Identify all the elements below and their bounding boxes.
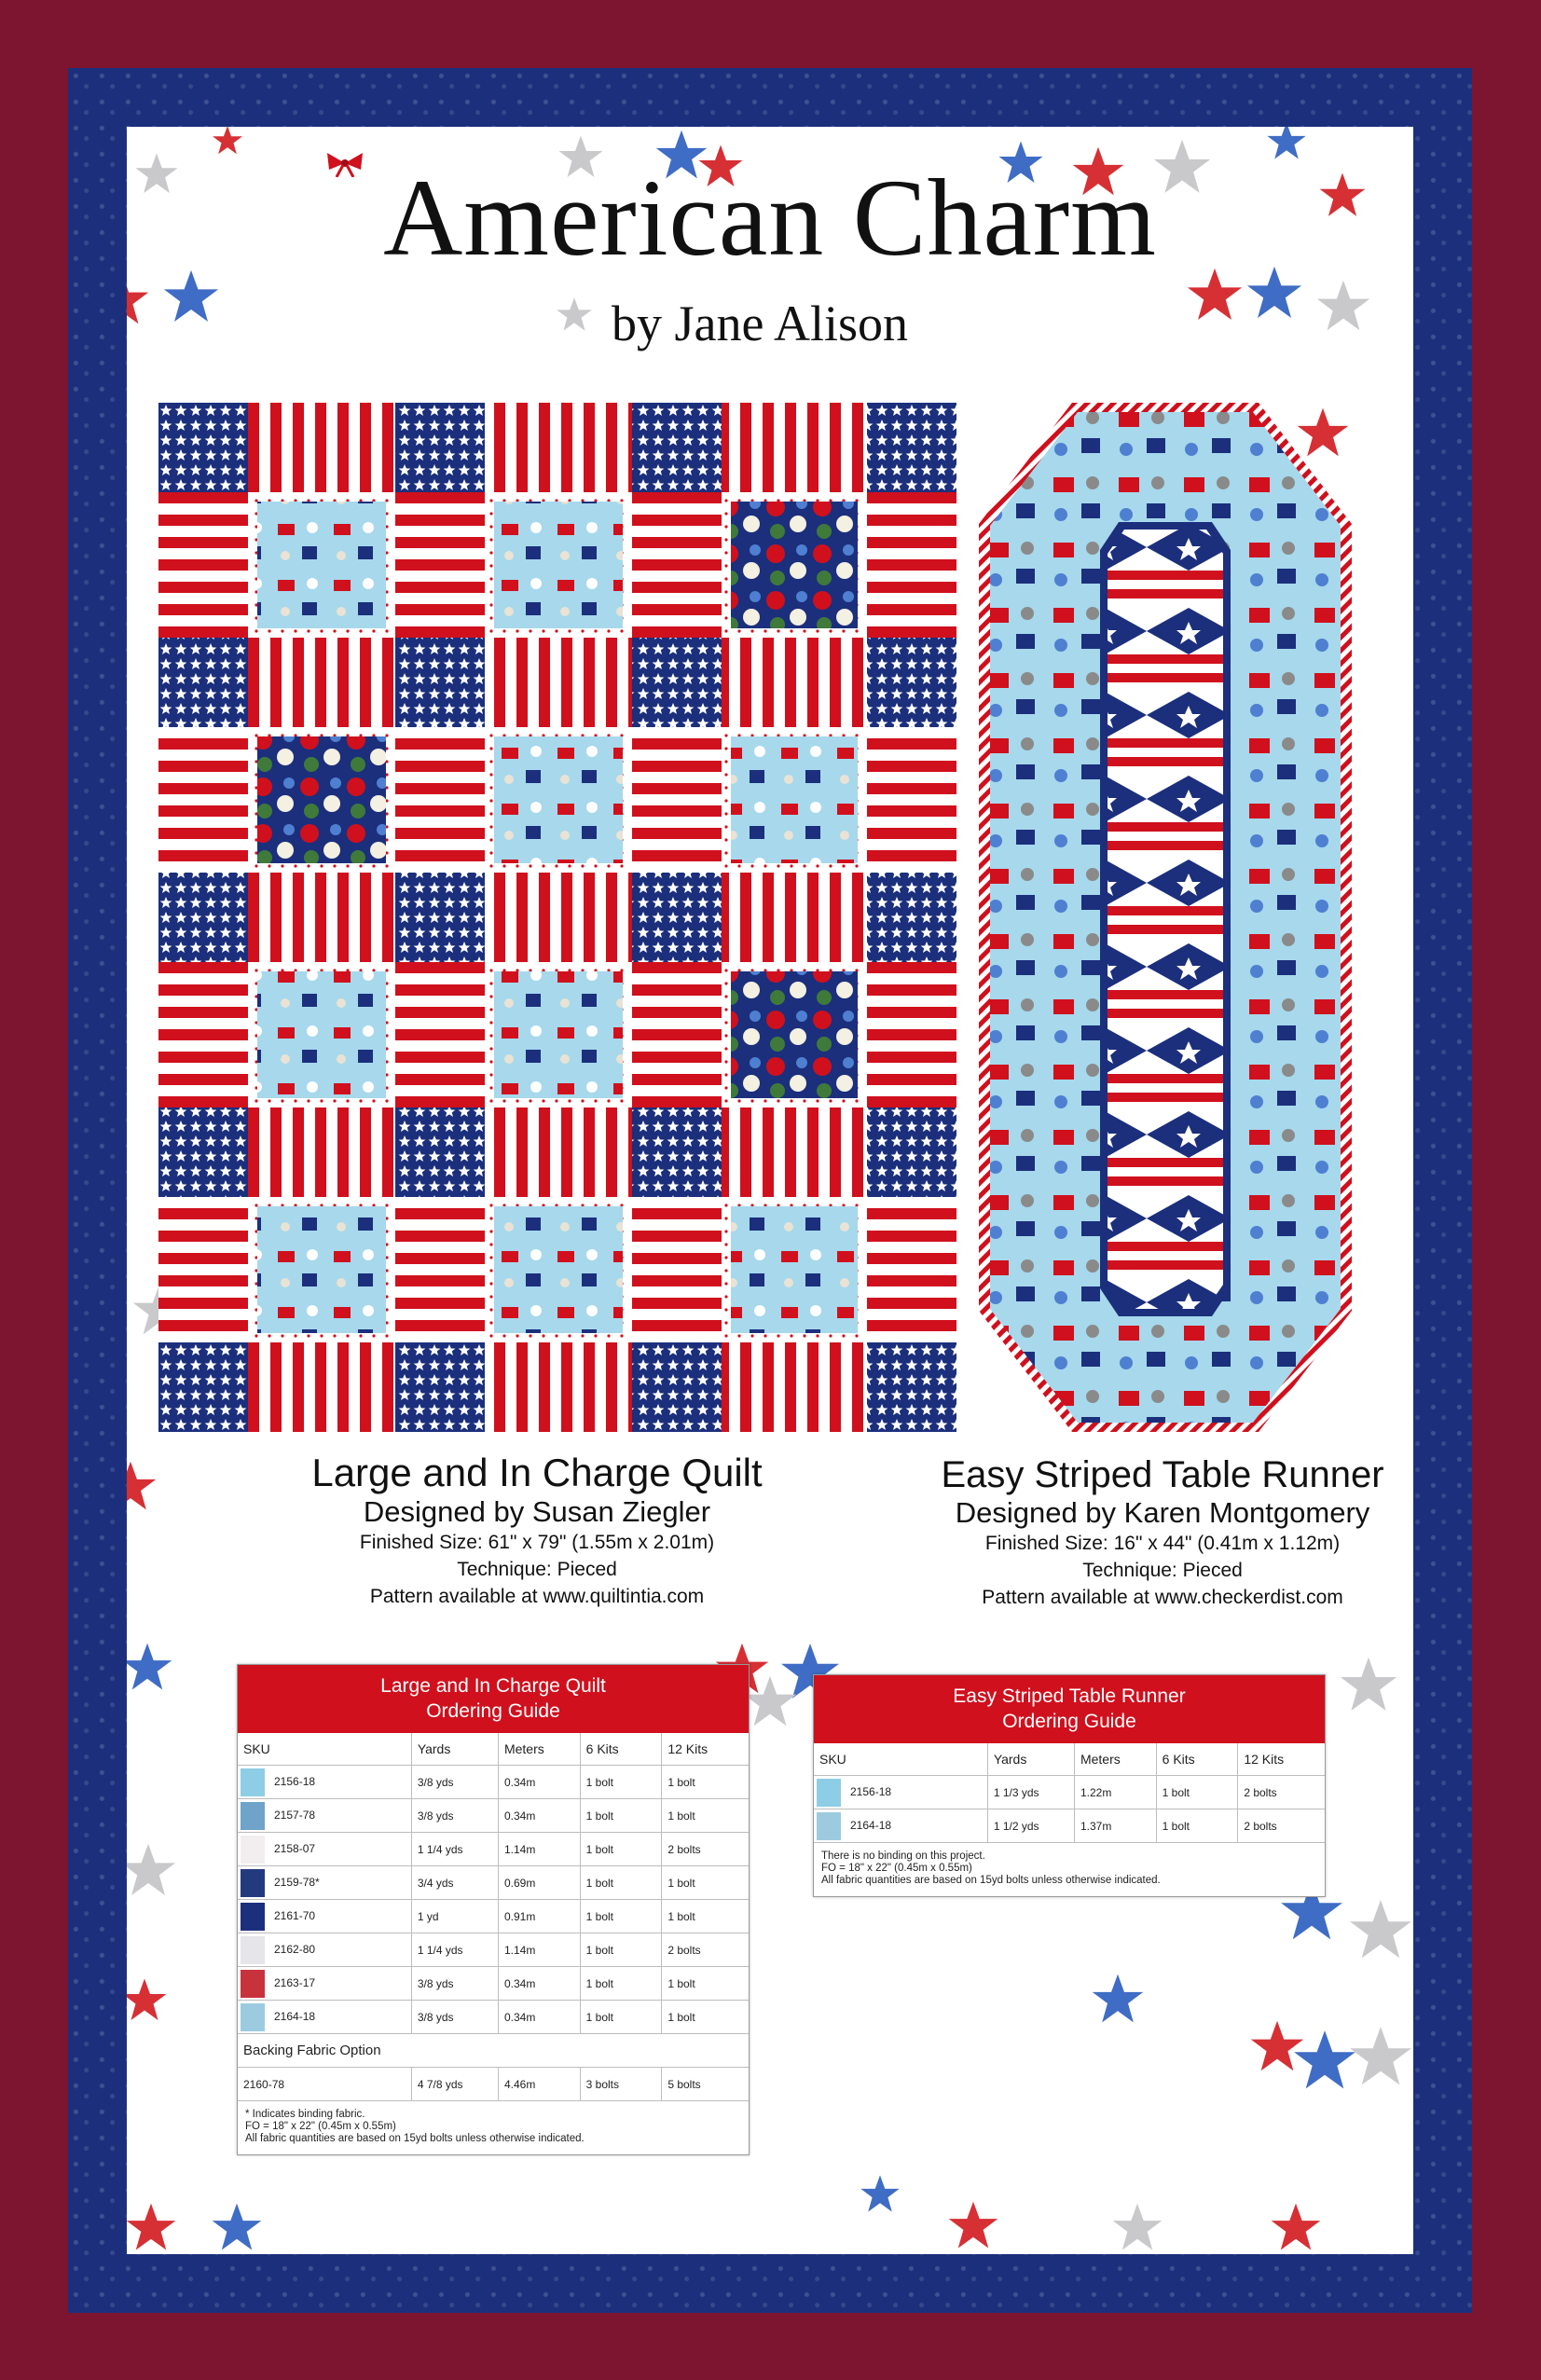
table-row: [238, 1766, 749, 1799]
runner-finished-size: Finished Size: 16" x 44" (0.41m x 1.12m): [984, 1533, 1341, 1554]
fabric-swatch: [241, 1903, 265, 1931]
star-icon: [1111, 2202, 1163, 2254]
table-runner-image: [979, 403, 1352, 1432]
col-yards: Yards: [987, 1743, 1074, 1776]
quilt-guide-table: [238, 1733, 749, 2101]
meters-cell: 4.46m: [498, 2068, 580, 2101]
col-yards: Yards: [411, 1733, 498, 1766]
byline: by Jane Alison: [612, 296, 908, 351]
table-row: [238, 1933, 749, 1967]
6-kits-cell: 1 bolt: [1156, 1776, 1238, 1809]
page-title: American Charm: [383, 157, 1157, 279]
6-kits-cell: 1 bolt: [580, 1900, 662, 1933]
meters-cell: 0.91m: [498, 1900, 580, 1933]
star-icon: [127, 1842, 177, 1900]
meters-cell: 0.34m: [498, 1967, 580, 2001]
quilt-finished-size: Finished Size: 61" x 79" (1.55m x 2.01m): [359, 1532, 715, 1553]
meters-cell: 0.69m: [498, 1866, 580, 1900]
table-row: [814, 1809, 1325, 1843]
12-kits-cell: 2 bolts: [662, 1833, 749, 1866]
sku-cell: [238, 1799, 411, 1833]
star-icon: [947, 2200, 999, 2252]
meters-cell: 0.34m: [498, 1766, 580, 1799]
runner-designer: Designed by Karen Montgomery: [955, 1496, 1370, 1529]
fabric-swatch: [241, 1802, 265, 1830]
quilt-technique: Technique: Pieced: [457, 1559, 617, 1580]
fabric-swatch: [241, 1768, 265, 1796]
table-row: [238, 1866, 749, 1900]
sku-text: 2161-70: [274, 1908, 316, 1922]
sku-text: 2156-18: [850, 1784, 892, 1798]
table-row: [238, 1900, 749, 1933]
runner-title: Easy Striped Table Runner: [941, 1454, 1384, 1495]
meters-cell: 0.34m: [498, 2001, 580, 2034]
sku-text: 2164-18: [850, 1818, 892, 1832]
runner-ordering-guide: [813, 1674, 1326, 1897]
col-6-kits: 6 Kits: [1156, 1743, 1238, 1776]
quilt-guide-notes: * Indicates binding fabric. FO = 18" x 22" (0.45m x 0.55m) All fabric quantities are based on 15yd bolts unless otherwise indicated.: [245, 2109, 585, 2144]
runner-caption: [912, 1454, 1413, 1611]
star-icon: [127, 2202, 177, 2254]
quilt-guide-header: Large and In Charge Quilt Ordering Guide: [238, 1665, 749, 1733]
quilt-caption: [164, 1451, 910, 1610]
star-icon: [212, 127, 243, 157]
star-icon: [1091, 1973, 1145, 2027]
6-kits-cell: 1 bolt: [580, 1799, 662, 1833]
meters-cell: 0.34m: [498, 1799, 580, 1833]
yards-cell: 3/8 yds: [411, 1967, 498, 2001]
6-kits-cell: 1 bolt: [580, 1866, 662, 1900]
col-meters: Meters: [498, 1733, 580, 1766]
backing-label: Backing Fabric Option: [238, 2034, 749, 2068]
6-kits-cell: 1 bolt: [580, 2001, 662, 2034]
table-row: [238, 1967, 749, 2001]
fabric-swatch: [241, 1836, 265, 1864]
quilt-pattern-availability: Pattern available at www.quiltintia.com: [369, 1586, 705, 1607]
12-kits-cell: 2 bolts: [662, 1933, 749, 1967]
12-kits-cell: 1 bolt: [662, 1967, 749, 2001]
12-kits-cell: 1 bolt: [662, 2001, 749, 2034]
star-icon: [127, 1642, 173, 1694]
star-icon: [127, 1977, 168, 2024]
runner-guide-header: Easy Striped Table Runner Ordering Guide: [814, 1675, 1325, 1743]
quilt-designer: Designed by Susan Ziegler: [363, 1495, 711, 1528]
yards-cell: 1 1/4 yds: [411, 1833, 498, 1866]
sku-cell: [238, 1866, 411, 1900]
12-kits-cell: 1 bolt: [662, 1866, 749, 1900]
runner-pattern-availability: Pattern available at www.checkerdist.com: [982, 1587, 1343, 1608]
quilt-ordering-guide: [237, 1664, 750, 2155]
star-icon: [742, 1674, 798, 1730]
12-kits-cell: 1 bolt: [662, 1799, 749, 1833]
sku-text: 2158-07: [274, 1841, 316, 1855]
col-12-kits: 12 Kits: [662, 1733, 749, 1766]
sku-cell: [238, 1766, 411, 1799]
star-icon: [211, 2202, 263, 2254]
sku-cell: [238, 2001, 411, 2034]
table-row: [238, 2001, 749, 2034]
12-kits-cell: 1 bolt: [662, 1766, 749, 1799]
yards-cell: 3/4 yds: [411, 1866, 498, 1900]
yards-cell: 3/8 yds: [411, 1766, 498, 1799]
table-row: [238, 1833, 749, 1866]
runner-guide-table: [814, 1743, 1325, 1843]
yards-cell: 3/8 yds: [411, 2001, 498, 2034]
6-kits-cell: 1 bolt: [580, 1933, 662, 1967]
meters-cell: 1.22m: [1074, 1776, 1156, 1809]
backing-label-row: [238, 2034, 749, 2068]
sku-text: 2159-78*: [274, 1875, 320, 1889]
sku-text: 2163-17: [274, 1975, 316, 1989]
col-6-kits: 6 Kits: [580, 1733, 662, 1766]
12-kits-cell: 2 bolts: [1238, 1809, 1325, 1843]
yards-cell: 1 1/4 yds: [411, 1933, 498, 1967]
sku-text: 2164-18: [274, 2009, 316, 2023]
table-row: [814, 1776, 1325, 1809]
yards-cell: 1 1/2 yds: [987, 1809, 1074, 1843]
col-sku: SKU: [814, 1743, 987, 1776]
star-icon: [556, 296, 593, 334]
fabric-swatch: [241, 1936, 265, 1964]
runner-technique: Technique: Pieced: [1082, 1560, 1243, 1581]
quilt-image: [158, 403, 956, 1432]
12-kits-cell: 2 bolts: [1238, 1776, 1325, 1809]
star-icon: [1315, 279, 1371, 335]
meters-cell: 1.14m: [498, 1933, 580, 1967]
6-kits-cell: 1 bolt: [580, 1967, 662, 2001]
fabric-swatch: [241, 1869, 265, 1897]
yards-cell: 1 yd: [411, 1900, 498, 1933]
fabric-swatch: [817, 1812, 841, 1840]
sku-text: 2156-18: [274, 1774, 316, 1788]
12-kits-cell: 5 bolts: [662, 2068, 749, 2101]
yards-cell: 4 7/8 yds: [411, 2068, 498, 2101]
sku-text: 2162-80: [274, 1942, 316, 1956]
fabric-swatch: [241, 2003, 265, 2031]
star-icon: [860, 2174, 901, 2215]
col-meters: Meters: [1074, 1743, 1156, 1776]
table-row: [238, 1799, 749, 1833]
sku-cell: [238, 1833, 411, 1866]
fabric-swatch: [241, 1970, 265, 1998]
12-kits-cell: 1 bolt: [662, 1900, 749, 1933]
table-header-row: [238, 1733, 749, 1766]
yards-cell: 1 1/3 yds: [987, 1776, 1074, 1809]
poster-panel: [127, 127, 1413, 2254]
fabric-swatch: [817, 1779, 841, 1807]
col-12-kits: 12 Kits: [1238, 1743, 1325, 1776]
star-icon: [127, 1460, 158, 1514]
table-row: [238, 2068, 749, 2101]
sku-cell: [238, 1967, 411, 2001]
sku-cell: [814, 1776, 987, 1809]
star-icon: [1339, 1656, 1398, 1715]
quilt-title: Large and In Charge Quilt: [311, 1451, 763, 1494]
col-sku: SKU: [238, 1733, 411, 1766]
6-kits-cell: 1 bolt: [580, 1833, 662, 1866]
sku-cell: [238, 1933, 411, 1967]
6-kits-cell: 3 bolts: [580, 2068, 662, 2101]
star-icon: [1348, 2025, 1413, 2090]
6-kits-cell: 1 bolt: [1156, 1809, 1238, 1843]
sku-text: 2157-78: [274, 1808, 316, 1822]
sku-cell: [238, 1900, 411, 1933]
star-icon: [1270, 2202, 1322, 2254]
meters-cell: 1.37m: [1074, 1809, 1156, 1843]
sku-cell: [814, 1809, 987, 1843]
sku-cell: 2160-78: [238, 2068, 411, 2101]
runner-guide-notes: There is no binding on this project. FO = 18" x 22" (0.45m x 0.55m) All fabric quantities are based on 15yd bolts unless otherwise indicated.: [821, 1850, 1161, 1886]
6-kits-cell: 1 bolt: [580, 1766, 662, 1799]
yards-cell: 3/8 yds: [411, 1799, 498, 1833]
meters-cell: 1.14m: [498, 1833, 580, 1866]
star-icon: [1348, 1898, 1413, 1963]
table-header-row: [814, 1743, 1325, 1776]
